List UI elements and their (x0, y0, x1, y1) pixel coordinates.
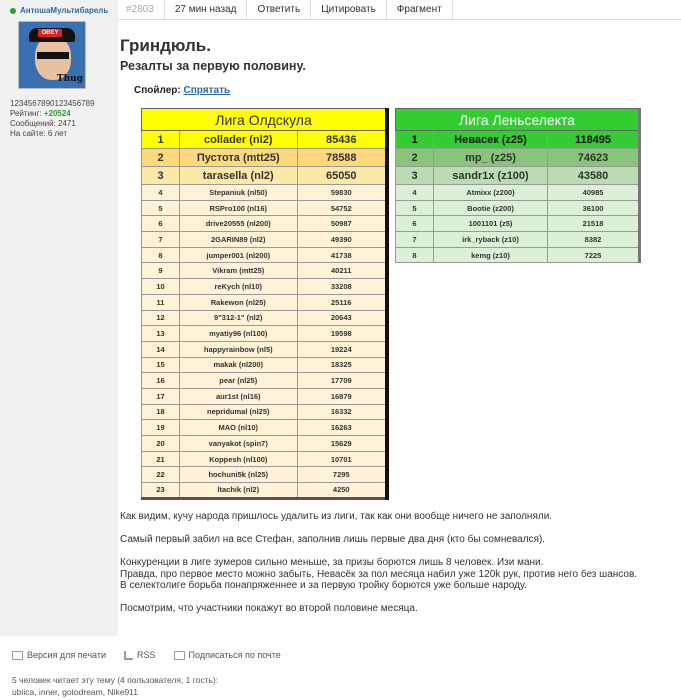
oldschool-player-cell: collader (nl2) (180, 131, 298, 149)
oldschool-rank-cell: 4 (142, 185, 180, 201)
newschool-player-cell: irk_ryback (z10) (434, 232, 548, 248)
oldschool-score-cell: 65050 (297, 167, 387, 185)
paragraph-line: Конкуренции в лиге зумеров сильно меньше, за призы борются лишь 8 человек. Изи мани. (120, 557, 544, 568)
oldschool-row (142, 263, 388, 279)
post-body-text (120, 511, 640, 626)
oldschool-row (142, 388, 388, 404)
paragraph-line: В селектолиге борьба понапряженнее и за первую тройку борются уже больше народу. (120, 580, 527, 591)
rating-label: Рейтинг: (10, 109, 42, 118)
oldschool-row (142, 451, 388, 467)
oldschool-score-cell: 20643 (297, 310, 387, 326)
oldschool-rank-cell: 18 (142, 404, 180, 420)
oldschool-row (142, 404, 388, 420)
subscribe-label: Подписаться по почте (188, 650, 281, 660)
oldschool-score-cell: 16263 (297, 420, 387, 436)
subscribe-link[interactable] (174, 650, 281, 660)
oldschool-player-cell: myatiy96 (nl100) (180, 326, 298, 342)
oldschool-player-cell: MAO (nl10) (180, 420, 298, 436)
oldschool-score-cell: 33208 (297, 279, 387, 295)
oldschool-rank-cell: 22 (142, 467, 180, 483)
newschool-row (396, 149, 640, 167)
oldschool-score-cell: 78588 (297, 149, 387, 167)
oldschool-player-cell: tarasella (nl2) (180, 167, 298, 185)
footer-links (12, 650, 281, 660)
oldschool-rank-cell: 14 (142, 341, 180, 357)
spoiler-toggle (134, 85, 681, 96)
rss-link[interactable] (124, 650, 156, 660)
paragraph: Как видим, кучу народа пришлось удалить из лиги, так как они вообще ничего не заполняли. (120, 511, 553, 522)
newschool-title: Лига Леньселекта (396, 109, 640, 131)
newschool-score-cell: 21518 (548, 216, 640, 232)
oldschool-player-cell: Vikram (mtt25) (180, 263, 298, 279)
oldschool-score-cell: 49390 (297, 232, 387, 248)
rss-label: RSS (137, 650, 156, 660)
oldschool-rank-cell: 6 (142, 216, 180, 232)
oldschool-row (142, 436, 388, 452)
newschool-rank-cell: 2 (396, 149, 434, 167)
oldschool-row (142, 279, 388, 295)
paragraph: Самый первый забил на все Стефан, заполнив лишь первые два дня (кто бы сомневался). (120, 534, 546, 545)
oldschool-score-cell: 15629 (297, 436, 387, 452)
newschool-player-cell: Невасек (z25) (434, 131, 548, 149)
oldschool-rank-cell: 12 (142, 310, 180, 326)
oldschool-row (142, 373, 388, 389)
newschool-player-cell: 1001101 (z5) (434, 216, 548, 232)
post-content (118, 0, 681, 636)
oldschool-row (142, 326, 388, 342)
oldschool-row (142, 167, 388, 185)
oldschool-rank-cell: 11 (142, 294, 180, 310)
oldschool-player-cell: hochuni5k (nl25) (180, 467, 298, 483)
oldschool-player-cell: RSPro100 (nl16) (180, 200, 298, 216)
newschool-rank-cell: 7 (396, 232, 434, 248)
avatar-badge: Thug (56, 74, 83, 84)
oldschool-player-cell: 9"312-1" (nl2) (180, 310, 298, 326)
oldschool-score-cell: 7295 (297, 467, 387, 483)
post-number[interactable]: #2803 (118, 0, 165, 20)
newschool-row (396, 167, 640, 185)
oldschool-rank-cell: 5 (142, 200, 180, 216)
author-sidebar (10, 0, 114, 139)
oldschool-player-cell: aur1st (nl16) (180, 388, 298, 404)
oldschool-row (142, 131, 388, 149)
oldschool-player-cell: Rakewon (nl25) (180, 294, 298, 310)
oldschool-rank-cell: 8 (142, 247, 180, 263)
newschool-player-cell: sandr1x (z100) (434, 167, 548, 185)
oldschool-rank-cell: 9 (142, 263, 180, 279)
readers-count: 5 человек читает эту тему (4 пользователя, 1 гость): (12, 675, 219, 685)
oldschool-rank-cell: 23 (142, 483, 180, 499)
post-subtitle: Резалты за первую половину. (120, 59, 306, 73)
oldschool-player-cell: Koppesh (nl100) (180, 451, 298, 467)
newschool-player-cell: Bootie (z200) (434, 200, 548, 216)
oldschool-rank-cell: 17 (142, 388, 180, 404)
paragraph: Посмотрим, что участники покажут во второй половине месяца. (120, 603, 418, 614)
oldschool-row (142, 467, 388, 483)
newschool-player-cell: mp_ (z25) (434, 149, 548, 167)
newschool-row (396, 200, 640, 216)
newschool-row (396, 232, 640, 248)
oldschool-player-cell: pear (nl25) (180, 373, 298, 389)
spoiler-hide-link[interactable]: Спрятать (183, 85, 231, 96)
avatar[interactable] (18, 21, 86, 89)
newschool-rank-cell: 1 (396, 131, 434, 149)
oldschool-rank-cell: 21 (142, 451, 180, 467)
oldschool-score-cell: 19224 (297, 341, 387, 357)
newschool-score-cell: 40985 (548, 185, 640, 201)
newschool-rank-cell: 4 (396, 185, 434, 201)
oldschool-score-cell: 59830 (297, 185, 387, 201)
online-dot-icon (10, 8, 16, 14)
newschool-rank-cell: 3 (396, 167, 434, 185)
oldschool-row (142, 149, 388, 167)
oldschool-player-cell: Stepaniuk (nl50) (180, 185, 298, 201)
oldschool-score-cell: 41738 (297, 247, 387, 263)
oldschool-rank-cell: 2 (142, 149, 180, 167)
oldschool-row (142, 357, 388, 373)
oldschool-rank-cell: 16 (142, 373, 180, 389)
oldschool-player-cell: drive20555 (nl200) (180, 216, 298, 232)
oldschool-league-table (141, 108, 389, 500)
rss-icon (124, 651, 133, 660)
fragment-link[interactable]: Фрагмент (387, 0, 453, 20)
author-stats-line: 1234567890123456789 (10, 99, 95, 108)
thread-footer (0, 636, 681, 700)
oldschool-score-cell: 40211 (297, 263, 387, 279)
post-time: 27 мин назад (165, 0, 248, 20)
newschool-rank-cell: 8 (396, 247, 434, 263)
author-rating (10, 109, 114, 119)
newschool-score-cell: 74623 (548, 149, 640, 167)
oldschool-player-cell: makak (nl200) (180, 357, 298, 373)
author-name[interactable]: АнтошаМультибарель (20, 6, 109, 15)
author-posts: Сообщений: 2471 (10, 119, 76, 128)
paragraph (120, 557, 640, 592)
oldschool-score-cell: 17709 (297, 373, 387, 389)
oldschool-score-cell: 4250 (297, 483, 387, 499)
avatar-glasses (37, 52, 69, 59)
oldschool-score-cell: 10701 (297, 451, 387, 467)
oldschool-score-cell: 16332 (297, 404, 387, 420)
reply-link[interactable]: Ответить (247, 0, 311, 20)
paragraph-line: Правда, про первое место можно забыть, Невасёк за пол месяца набил уже 120k рук, против него без шансов. (120, 568, 638, 580)
newschool-score-cell: 7225 (548, 247, 640, 263)
oldschool-player-cell: ltachik (nl2) (180, 483, 298, 499)
oldschool-row (142, 200, 388, 216)
rating-value: +20524 (43, 109, 71, 118)
oldschool-score-cell: 19598 (297, 326, 387, 342)
oldschool-score-cell: 18325 (297, 357, 387, 373)
oldschool-title: Лига Олдскула (142, 109, 388, 131)
oldschool-score-cell: 54752 (297, 200, 387, 216)
oldschool-row (142, 420, 388, 436)
post-meta-bar (118, 0, 681, 20)
newschool-player-cell: Atmixx (z200) (434, 185, 548, 201)
oldschool-row (142, 294, 388, 310)
oldschool-row (142, 247, 388, 263)
oldschool-score-cell: 25116 (297, 294, 387, 310)
oldschool-player-cell: Пустота (mtt25) (180, 149, 298, 167)
print-version-link[interactable] (12, 650, 106, 660)
oldschool-row (142, 232, 388, 248)
oldschool-rank-cell: 1 (142, 131, 180, 149)
author-stats (10, 99, 114, 139)
newschool-rank-cell: 5 (396, 200, 434, 216)
oldschool-rank-cell: 20 (142, 436, 180, 452)
newschool-rank-cell: 6 (396, 216, 434, 232)
oldschool-rank-cell: 15 (142, 357, 180, 373)
newschool-row (396, 216, 640, 232)
newschool-row (396, 131, 640, 149)
oldschool-rank-cell: 10 (142, 279, 180, 295)
oldschool-player-cell: happyrainbow (nl5) (180, 341, 298, 357)
newschool-row (396, 185, 640, 201)
newschool-player-cell: kemg (z10) (434, 247, 548, 263)
print-version-label: Версия для печати (27, 650, 107, 660)
newschool-row (396, 247, 640, 263)
avatar-cap-text: OBEY (38, 29, 62, 37)
readers-names[interactable]: ubiica, inner, gotodream, Nike911 (12, 687, 139, 697)
oldschool-score-cell: 85436 (297, 131, 387, 149)
oldschool-row (142, 341, 388, 357)
oldschool-rank-cell: 13 (142, 326, 180, 342)
author-tenure: На сайте: 6 лет (10, 129, 68, 138)
readers-info (12, 674, 218, 698)
oldschool-player-cell: vanyakot (spin7) (180, 436, 298, 452)
oldschool-player-cell: 2GARIN89 (nl2) (180, 232, 298, 248)
oldschool-score-cell: 16879 (297, 388, 387, 404)
post-title: Гриндюль. (120, 36, 211, 55)
newschool-score-cell: 43580 (548, 167, 640, 185)
oldschool-rank-cell: 3 (142, 167, 180, 185)
newschool-score-cell: 8382 (548, 232, 640, 248)
quote-link[interactable]: Цитировать (311, 0, 387, 20)
newschool-score-cell: 118495 (548, 131, 640, 149)
oldschool-player-cell: jumper001 (nl200) (180, 247, 298, 263)
printer-icon (12, 651, 23, 660)
oldschool-score-cell: 50987 (297, 216, 387, 232)
newschool-score-cell: 36100 (548, 200, 640, 216)
author-line (10, 6, 114, 15)
envelope-icon (174, 651, 185, 660)
newschool-league-table (395, 108, 641, 263)
oldschool-row (142, 216, 388, 232)
oldschool-player-cell: nepridumal (nl25) (180, 404, 298, 420)
oldschool-row (142, 483, 388, 499)
oldschool-rank-cell: 19 (142, 420, 180, 436)
oldschool-player-cell: reKych (nl10) (180, 279, 298, 295)
oldschool-row (142, 310, 388, 326)
oldschool-row (142, 185, 388, 201)
spoiler-label: Спойлер: (134, 85, 181, 96)
oldschool-rank-cell: 7 (142, 232, 180, 248)
